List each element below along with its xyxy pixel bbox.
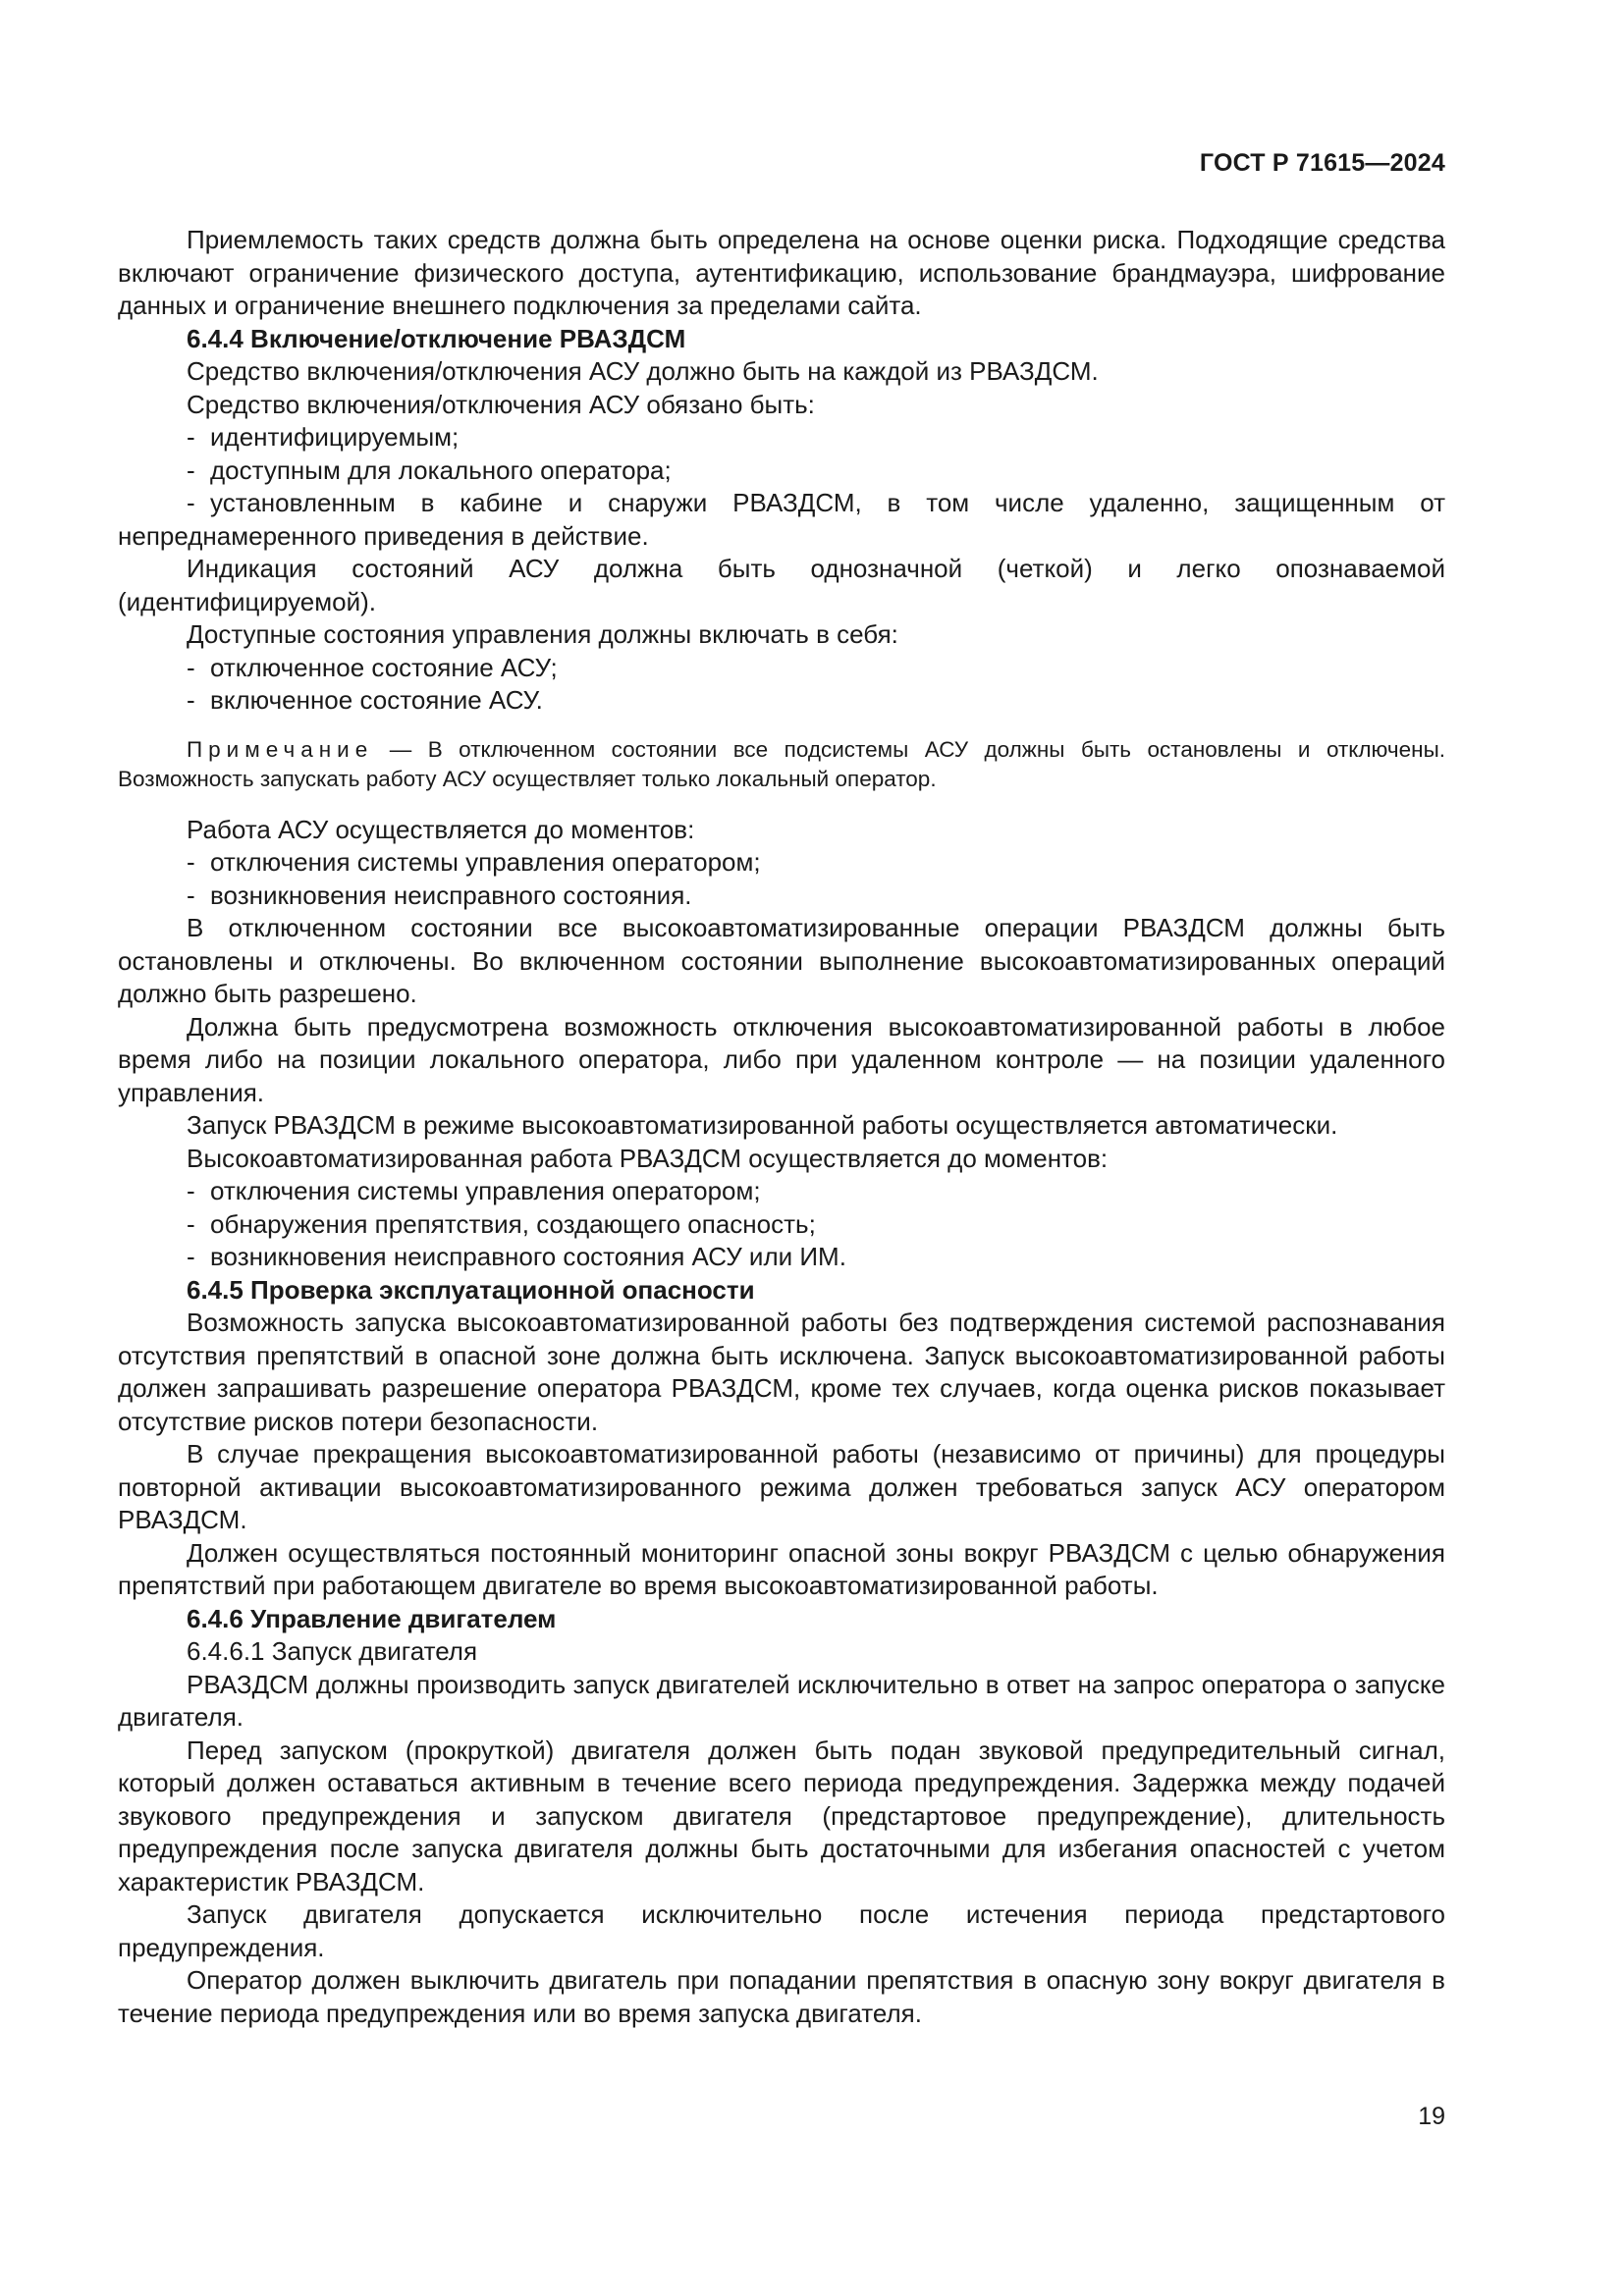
list-item: - установленным в кабине и снаружи РВАЗДСМ, в том числе удаленно, защищенным от непреднамеренного приведения в действие.: [118, 488, 1445, 551]
list-item: - идентифицируемым;: [187, 422, 460, 452]
list-item: - включенное состояние АСУ.: [187, 685, 543, 715]
paragraph: Перед запуском (прокруткой) двигателя должен быть подан звуковой предупредительный сигнал, который должен оставаться активным в течение всего периода предупреждения. Задержка между подачей звукового предупреждения и запуском двигателя (предстартовое предупреждение), длительность предупреждения после запуска двигателя должны быть достаточными для избегания опасностей с учетом характеристик РВАЗДСМ.: [118, 1735, 1445, 1896]
paragraph: Возможность запуска высокоавтоматизированной работы без подтверждения системой распознавания отсутствия препятствий в опасной зоне должна быть исключена. Запуск высокоавтоматизированной работы должен запрашивать разрешение оператора РВАЗДСМ, кроме тех случаев, когда оценка рисков показывает отсутствие рисков потери безопасности.: [118, 1308, 1445, 1436]
page-number: 19: [1418, 2103, 1445, 2130]
note: [118, 735, 1445, 794]
subsection-heading-6-4-6-1: 6.4.6.1 Запуск двигателя: [187, 1636, 478, 1666]
paragraph: Индикация состояний АСУ должна быть однозначной (четкой) и легко опознаваемой (идентифицируемой).: [118, 554, 1445, 616]
list-item: - отключенное состояние АСУ;: [187, 652, 558, 682]
list-item: - обнаружения препятствия, создающего опасность;: [187, 1208, 816, 1239]
paragraph: Запуск двигателя допускается исключительно после истечения периода предстартового предупреждения.: [118, 1899, 1445, 1962]
paragraph: Оператор должен выключить двигатель при попадании препятствия в опасную зону вокруг двигателя в течение периода предупреждения или во время запуска двигателя.: [118, 1965, 1445, 2028]
list-item: - отключения системы управления оператором;: [187, 1176, 761, 1205]
list-item: - доступным для локального оператора;: [187, 454, 672, 485]
list-item: - возникновения неисправного состояния АСУ или ИМ.: [187, 1242, 846, 1271]
paragraph: Высокоавтоматизированная работа РВАЗДСМ осуществляется до моментов:: [187, 1143, 1109, 1173]
list-item: - отключения системы управления оператором;: [187, 847, 761, 877]
paragraph: Средство включения/отключения АСУ должно быть на каждой из РВАЗДСМ.: [187, 356, 1099, 386]
note-text: — В отключенном состоянии все подсистемы АСУ должны быть остановлены и отключены. Возможность запускать работу АСУ осуществляет только локальный оператор.: [118, 736, 1445, 791]
paragraph: В отключенном состоянии все высокоавтоматизированные операции РВАЗДСМ должны быть остановлены и отключены. Во включенном состоянии выполнение высокоавтоматизированных операций должно быть разрешено.: [118, 913, 1445, 1008]
paragraph: Средство включения/отключения АСУ обязано быть:: [187, 389, 815, 419]
paragraph: РВАЗДСМ должны производить запуск двигателей исключительно в ответ на запрос оператора о запуске двигателя.: [118, 1669, 1445, 1732]
section-heading-6-4-5: 6.4.5 Проверка эксплуатационной опасности: [187, 1274, 755, 1305]
section-heading-6-4-6: 6.4.6 Управление двигателем: [187, 1603, 557, 1633]
paragraph: Приемлемость таких средств должна быть определена на основе оценки риска. Подходящие средства включают ограничение физического доступа, аутентификацию, использование брандмауэра, шифрование данных и ограничение внешнего подключения за пределами сайта.: [118, 225, 1445, 320]
section-heading-6-4-4: 6.4.4 Включение/отключение РВАЗДСМ: [187, 323, 686, 353]
paragraph: Работа АСУ осуществляется до моментов:: [187, 814, 695, 844]
paragraph: Должен осуществляться постоянный мониторинг опасной зоны вокруг РВАЗДСМ с целью обнаружения препятствий при работающем двигателе во время высокоавтоматизированной работы.: [118, 1537, 1445, 1600]
paragraph: Должна быть предусмотрена возможность отключения высокоавтоматизированной работы в любое время либо на позиции локального оператора, либо при удаленном контроле — на позиции удаленного управления.: [118, 1011, 1445, 1107]
list-item: - возникновения неисправного состояния.: [187, 880, 692, 910]
note-label: Примечание: [187, 736, 374, 762]
paragraph: Доступные состояния управления должны включать в себя:: [187, 619, 898, 649]
document-body: [118, 224, 1445, 2030]
paragraph: Запуск РВАЗДСМ в режиме высокоавтоматизированной работы осуществляется автоматически.: [187, 1110, 1338, 1140]
document-code: ГОСТ Р 71615—2024: [1199, 149, 1445, 177]
paragraph: В случае прекращения высокоавтоматизированной работы (независимо от причины) для процедуры повторной активации высокоавтоматизированного режима должен требоваться запуск АСУ оператором РВАЗДСМ.: [118, 1439, 1445, 1534]
